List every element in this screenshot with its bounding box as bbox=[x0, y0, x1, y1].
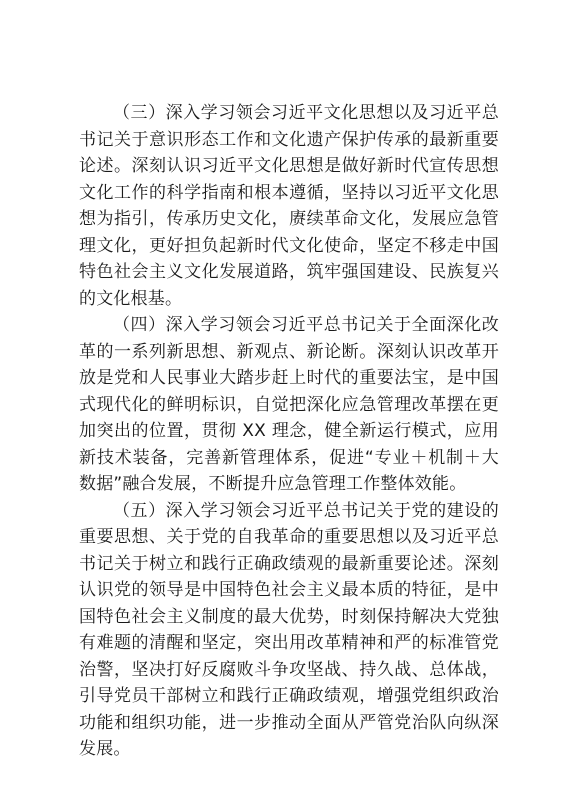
document-body bbox=[79, 100, 499, 763]
paragraph-3-body: 深刻认识习近平文化思想是做好新时代宣传思想文化工作的科学指南和根本遵循，坚持以习近平文化思想为指引，传承历史文化，赓续革命文化，发展应急管理文化，更好担负起新时代文化使命，坚定不移走中国特色社会主义文化发展道路，筑牢强国建设、民族复兴的文化根基。 bbox=[79, 156, 499, 309]
paragraph-3-heading: （三）深入学习领会习近平文化思想以及习近平总书记关于意识形态工作和文化遗产保护传承的最新重要论述。 bbox=[79, 103, 499, 176]
paragraph-4 bbox=[79, 312, 499, 498]
paragraph-4-body: 深刻认识改革开放是党和人民事业大踏步赶上时代的重要法宝，是中国式现代化的鲜明标识，自觉把深化应急管理改革摆在更加突出的位置，贯彻 XX 理念，健全新运行模式，应用新技术装备，完善新管理体系，促进“专业＋机制＋大数据”融合发展，不断提升应急管理工作整体效能。 bbox=[79, 341, 499, 494]
paragraph-3 bbox=[79, 100, 499, 312]
paragraph-5-body: 深刻认识党的领导是中国特色社会主义最本质的特征，是中国特色社会主义制度的最大优势，时刻保持解决大党独有难题的清醒和坚定，突出用改革精神和严的标准管党治警，坚决打好反腐败斗争攻坚战、持久战、总体战，引导党员干部树立和践行正确政绩观，增强党组织政治功能和组织功能，进一步推动全面从严管党治队向纵深发展。 bbox=[79, 553, 499, 759]
paragraph-4-heading: （四）深入学习领会习近平总书记关于全面深化改革的一系列新思想、新观点、新论断。 bbox=[79, 315, 499, 362]
paragraph-5 bbox=[79, 498, 499, 763]
paragraph-5-heading: （五）深入学习领会习近平总书记关于党的建设的重要思想、关于党的自我革命的重要思想以及习近平总书记关于树立和践行正确政绩观的最新重要论述。 bbox=[79, 500, 499, 574]
